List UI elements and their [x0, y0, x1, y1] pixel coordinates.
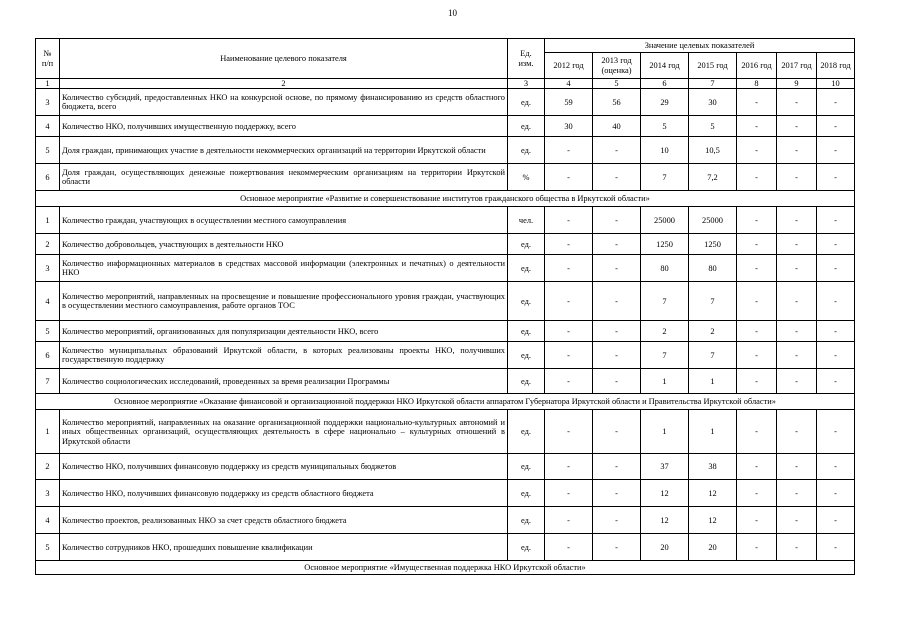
table-row	[36, 89, 855, 116]
value-cell: -	[593, 507, 641, 534]
value-cell: -	[593, 137, 641, 164]
value-cell: 10	[641, 137, 689, 164]
value-cell: 12	[641, 480, 689, 507]
value-cell: 2	[641, 321, 689, 342]
header-unit: Ед. изм.	[508, 39, 545, 79]
table-row	[36, 369, 855, 394]
value-cell: -	[737, 234, 777, 255]
value-cell: 12	[641, 507, 689, 534]
section-row	[36, 394, 855, 410]
value-cell: -	[593, 164, 641, 191]
value-cell: -	[737, 321, 777, 342]
table-row	[36, 282, 855, 321]
value-cell: -	[817, 454, 855, 480]
indicator-name: Количество НКО, получивших имущественную поддержку, всего	[60, 116, 508, 137]
value-cell: -	[545, 255, 593, 282]
value-cell: 38	[689, 454, 737, 480]
indicator-name: Количество добровольцев, участвующих в деятельности НКО	[60, 234, 508, 255]
table-row	[36, 342, 855, 369]
value-cell: 37	[641, 454, 689, 480]
value-cell: -	[817, 234, 855, 255]
value-cell: -	[545, 321, 593, 342]
value-cell: -	[737, 534, 777, 561]
value-cell: -	[737, 480, 777, 507]
value-cell: -	[817, 282, 855, 321]
unit-cell: ед.	[508, 507, 545, 534]
value-cell: -	[737, 410, 777, 454]
unit-cell: чел.	[508, 207, 545, 234]
section-row	[36, 191, 855, 207]
value-cell: -	[777, 342, 817, 369]
value-cell: -	[817, 116, 855, 137]
value-cell: -	[777, 89, 817, 116]
value-cell: -	[817, 342, 855, 369]
column-number: 10	[817, 79, 855, 89]
value-cell: -	[545, 234, 593, 255]
value-cell: -	[817, 321, 855, 342]
value-cell: 7	[689, 342, 737, 369]
indicator-name: Количество мероприятий, направленных на просвещение и повышение профессионального уровня граждан, участвующих в осуществлении местного самоуправления, работе органов ТОС	[60, 282, 508, 321]
value-cell: 2	[689, 321, 737, 342]
value-cell: -	[593, 321, 641, 342]
column-number: 9	[777, 79, 817, 89]
indicator-name: Количество муниципальных образований Иркутской области, в которых реализованы проекты НКО, получивших государственную поддержку	[60, 342, 508, 369]
header-year: 2016 год	[737, 53, 777, 79]
value-cell: -	[737, 369, 777, 394]
section-row	[36, 561, 855, 575]
value-cell: 20	[641, 534, 689, 561]
value-cell: -	[817, 507, 855, 534]
section-title: Основное мероприятие «Оказание финансовой и организационной поддержки НКО Иркутской области аппаратом Губернатора Иркутской области и Правительства Иркутской области»	[36, 394, 855, 410]
value-cell: -	[777, 137, 817, 164]
value-cell: -	[817, 207, 855, 234]
value-cell: 30	[545, 116, 593, 137]
table-row	[36, 116, 855, 137]
indicators-table	[35, 38, 855, 575]
column-number: 8	[737, 79, 777, 89]
value-cell: 10,5	[689, 137, 737, 164]
header-year: 2012 год	[545, 53, 593, 79]
value-cell: -	[593, 534, 641, 561]
header-year: 2014 год	[641, 53, 689, 79]
value-cell: -	[777, 534, 817, 561]
unit-cell: ед.	[508, 534, 545, 561]
indicator-name: Количество сотрудников НКО, прошедших повышение квалификации	[60, 534, 508, 561]
value-cell: -	[817, 480, 855, 507]
value-cell: -	[545, 207, 593, 234]
page-number: 10	[448, 8, 457, 18]
row-number: 7	[36, 369, 60, 394]
value-cell: 12	[689, 480, 737, 507]
indicator-name: Количество социологических исследований, проведенных за время реализации Программы	[60, 369, 508, 394]
row-number: 3	[36, 89, 60, 116]
column-number: 4	[545, 79, 593, 89]
row-number: 2	[36, 234, 60, 255]
value-cell: 5	[641, 116, 689, 137]
value-cell: -	[545, 137, 593, 164]
table-row	[36, 321, 855, 342]
indicator-name: Количество мероприятий, организованных для популяризации деятельности НКО, всего	[60, 321, 508, 342]
unit-cell: ед.	[508, 282, 545, 321]
row-number: 6	[36, 342, 60, 369]
value-cell: 1	[641, 369, 689, 394]
value-cell: -	[777, 410, 817, 454]
indicator-name: Количество НКО, получивших финансовую поддержку из средств областного бюджета	[60, 480, 508, 507]
value-cell: -	[777, 255, 817, 282]
table-row	[36, 480, 855, 507]
value-cell: -	[737, 454, 777, 480]
value-cell: -	[593, 369, 641, 394]
value-cell: -	[593, 207, 641, 234]
value-cell: -	[777, 116, 817, 137]
column-number: 1	[36, 79, 60, 89]
value-cell: 12	[689, 507, 737, 534]
section-title: Основное мероприятие «Развитие и совершенствование институтов гражданского общества в Иркутской области»	[36, 191, 855, 207]
value-cell: -	[545, 410, 593, 454]
value-cell: -	[777, 282, 817, 321]
value-cell: -	[817, 534, 855, 561]
unit-cell: ед.	[508, 137, 545, 164]
table-row	[36, 534, 855, 561]
value-cell: 20	[689, 534, 737, 561]
value-cell: -	[777, 507, 817, 534]
indicator-name: Количество мероприятий, направленных на оказание организационной поддержки национально-культурных автономий и иных общественных организаций, осуществляющих деятельность в сфере национально – культурных отношений в Иркутской области	[60, 410, 508, 454]
value-cell: 1	[641, 410, 689, 454]
value-cell: 80	[689, 255, 737, 282]
table-row	[36, 164, 855, 191]
column-numbers-row	[36, 79, 855, 89]
unit-cell: %	[508, 164, 545, 191]
section-title: Основное мероприятие «Имущественная поддержка НКО Иркутской области»	[36, 561, 855, 575]
value-cell: -	[545, 342, 593, 369]
value-cell: -	[737, 507, 777, 534]
row-number: 3	[36, 480, 60, 507]
unit-cell: ед.	[508, 342, 545, 369]
row-number: 5	[36, 137, 60, 164]
table-body	[36, 89, 855, 575]
header-year: 2015 год	[689, 53, 737, 79]
table-row	[36, 207, 855, 234]
row-number: 4	[36, 507, 60, 534]
value-cell: -	[737, 137, 777, 164]
header-year: 2017 год	[777, 53, 817, 79]
value-cell: -	[737, 116, 777, 137]
table-row	[36, 410, 855, 454]
value-cell: -	[545, 369, 593, 394]
value-cell: 30	[689, 89, 737, 116]
column-number: 5	[593, 79, 641, 89]
value-cell: 1	[689, 410, 737, 454]
unit-cell: ед.	[508, 234, 545, 255]
value-cell: -	[737, 89, 777, 116]
value-cell: -	[593, 234, 641, 255]
table-row	[36, 255, 855, 282]
value-cell: -	[817, 137, 855, 164]
indicator-name: Количество проектов, реализованных НКО за счет средств областного бюджета	[60, 507, 508, 534]
value-cell: 7	[689, 282, 737, 321]
row-number: 6	[36, 164, 60, 191]
value-cell: -	[817, 89, 855, 116]
unit-cell: ед.	[508, 255, 545, 282]
value-cell: -	[545, 454, 593, 480]
value-cell: 7	[641, 164, 689, 191]
value-cell: -	[593, 410, 641, 454]
row-number: 5	[36, 321, 60, 342]
value-cell: -	[777, 369, 817, 394]
row-number: 4	[36, 282, 60, 321]
value-cell: -	[777, 207, 817, 234]
value-cell: 80	[641, 255, 689, 282]
value-cell: -	[777, 321, 817, 342]
table-row	[36, 454, 855, 480]
value-cell: 25000	[689, 207, 737, 234]
value-cell: -	[737, 282, 777, 321]
value-cell: -	[817, 410, 855, 454]
value-cell: -	[737, 255, 777, 282]
value-cell: -	[545, 164, 593, 191]
row-number: 5	[36, 534, 60, 561]
table-row	[36, 137, 855, 164]
value-cell: -	[545, 507, 593, 534]
value-cell: -	[545, 282, 593, 321]
column-number: 2	[60, 79, 508, 89]
value-cell: 1250	[689, 234, 737, 255]
table-row	[36, 234, 855, 255]
unit-cell: ед.	[508, 116, 545, 137]
header-name: Наименование целевого показателя	[60, 39, 508, 79]
value-cell: -	[545, 534, 593, 561]
value-cell: 40	[593, 116, 641, 137]
value-cell: -	[737, 342, 777, 369]
value-cell: 7	[641, 282, 689, 321]
value-cell: 5	[689, 116, 737, 137]
value-cell: 1	[689, 369, 737, 394]
value-cell: 7,2	[689, 164, 737, 191]
value-cell: -	[593, 282, 641, 321]
column-number: 7	[689, 79, 737, 89]
value-cell: -	[593, 255, 641, 282]
header-year: 2018 год	[817, 53, 855, 79]
row-number: 2	[36, 454, 60, 480]
value-cell: 7	[641, 342, 689, 369]
unit-cell: ед.	[508, 321, 545, 342]
value-cell: 25000	[641, 207, 689, 234]
value-cell: 1250	[641, 234, 689, 255]
value-cell: 59	[545, 89, 593, 116]
indicator-name: Количество граждан, участвующих в осуществлении местного самоуправления	[60, 207, 508, 234]
indicator-name: Доля граждан, осуществляющих денежные пожертвования некоммерческим организациям на территории Иркутской области	[60, 164, 508, 191]
value-cell: -	[593, 454, 641, 480]
value-cell: -	[737, 164, 777, 191]
value-cell: -	[817, 164, 855, 191]
column-number: 6	[641, 79, 689, 89]
value-cell: -	[777, 454, 817, 480]
row-number: 1	[36, 410, 60, 454]
unit-cell: ед.	[508, 454, 545, 480]
column-number: 3	[508, 79, 545, 89]
table-row	[36, 507, 855, 534]
header-year: 2013 год (оценка)	[593, 53, 641, 79]
indicator-name: Доля граждан, принимающих участие в деятельности некоммерческих организаций на территории Иркутской области	[60, 137, 508, 164]
indicator-name: Количество субсидий, предоставленных НКО на конкурсной основе, по прямому финансированию из средств областного бюджета, всего	[60, 89, 508, 116]
value-cell: -	[817, 369, 855, 394]
value-cell: -	[777, 234, 817, 255]
unit-cell: ед.	[508, 369, 545, 394]
value-cell: -	[777, 164, 817, 191]
row-number: 4	[36, 116, 60, 137]
value-cell: -	[545, 480, 593, 507]
value-cell: 56	[593, 89, 641, 116]
value-cell: -	[737, 207, 777, 234]
value-cell: -	[817, 255, 855, 282]
unit-cell: ед.	[508, 480, 545, 507]
header-values: Значение целевых показателей	[545, 39, 855, 53]
header-no: № п/п	[36, 39, 60, 79]
value-cell: 29	[641, 89, 689, 116]
indicator-name: Количество информационных материалов в средствах массовой информации (электронных и печатных) о деятельности НКО	[60, 255, 508, 282]
value-cell: -	[777, 480, 817, 507]
unit-cell: ед.	[508, 89, 545, 116]
unit-cell: ед.	[508, 410, 545, 454]
value-cell: -	[593, 480, 641, 507]
row-number: 1	[36, 207, 60, 234]
indicator-name: Количество НКО, получивших финансовую поддержку из средств муниципальных бюджетов	[60, 454, 508, 480]
row-number: 3	[36, 255, 60, 282]
value-cell: -	[593, 342, 641, 369]
